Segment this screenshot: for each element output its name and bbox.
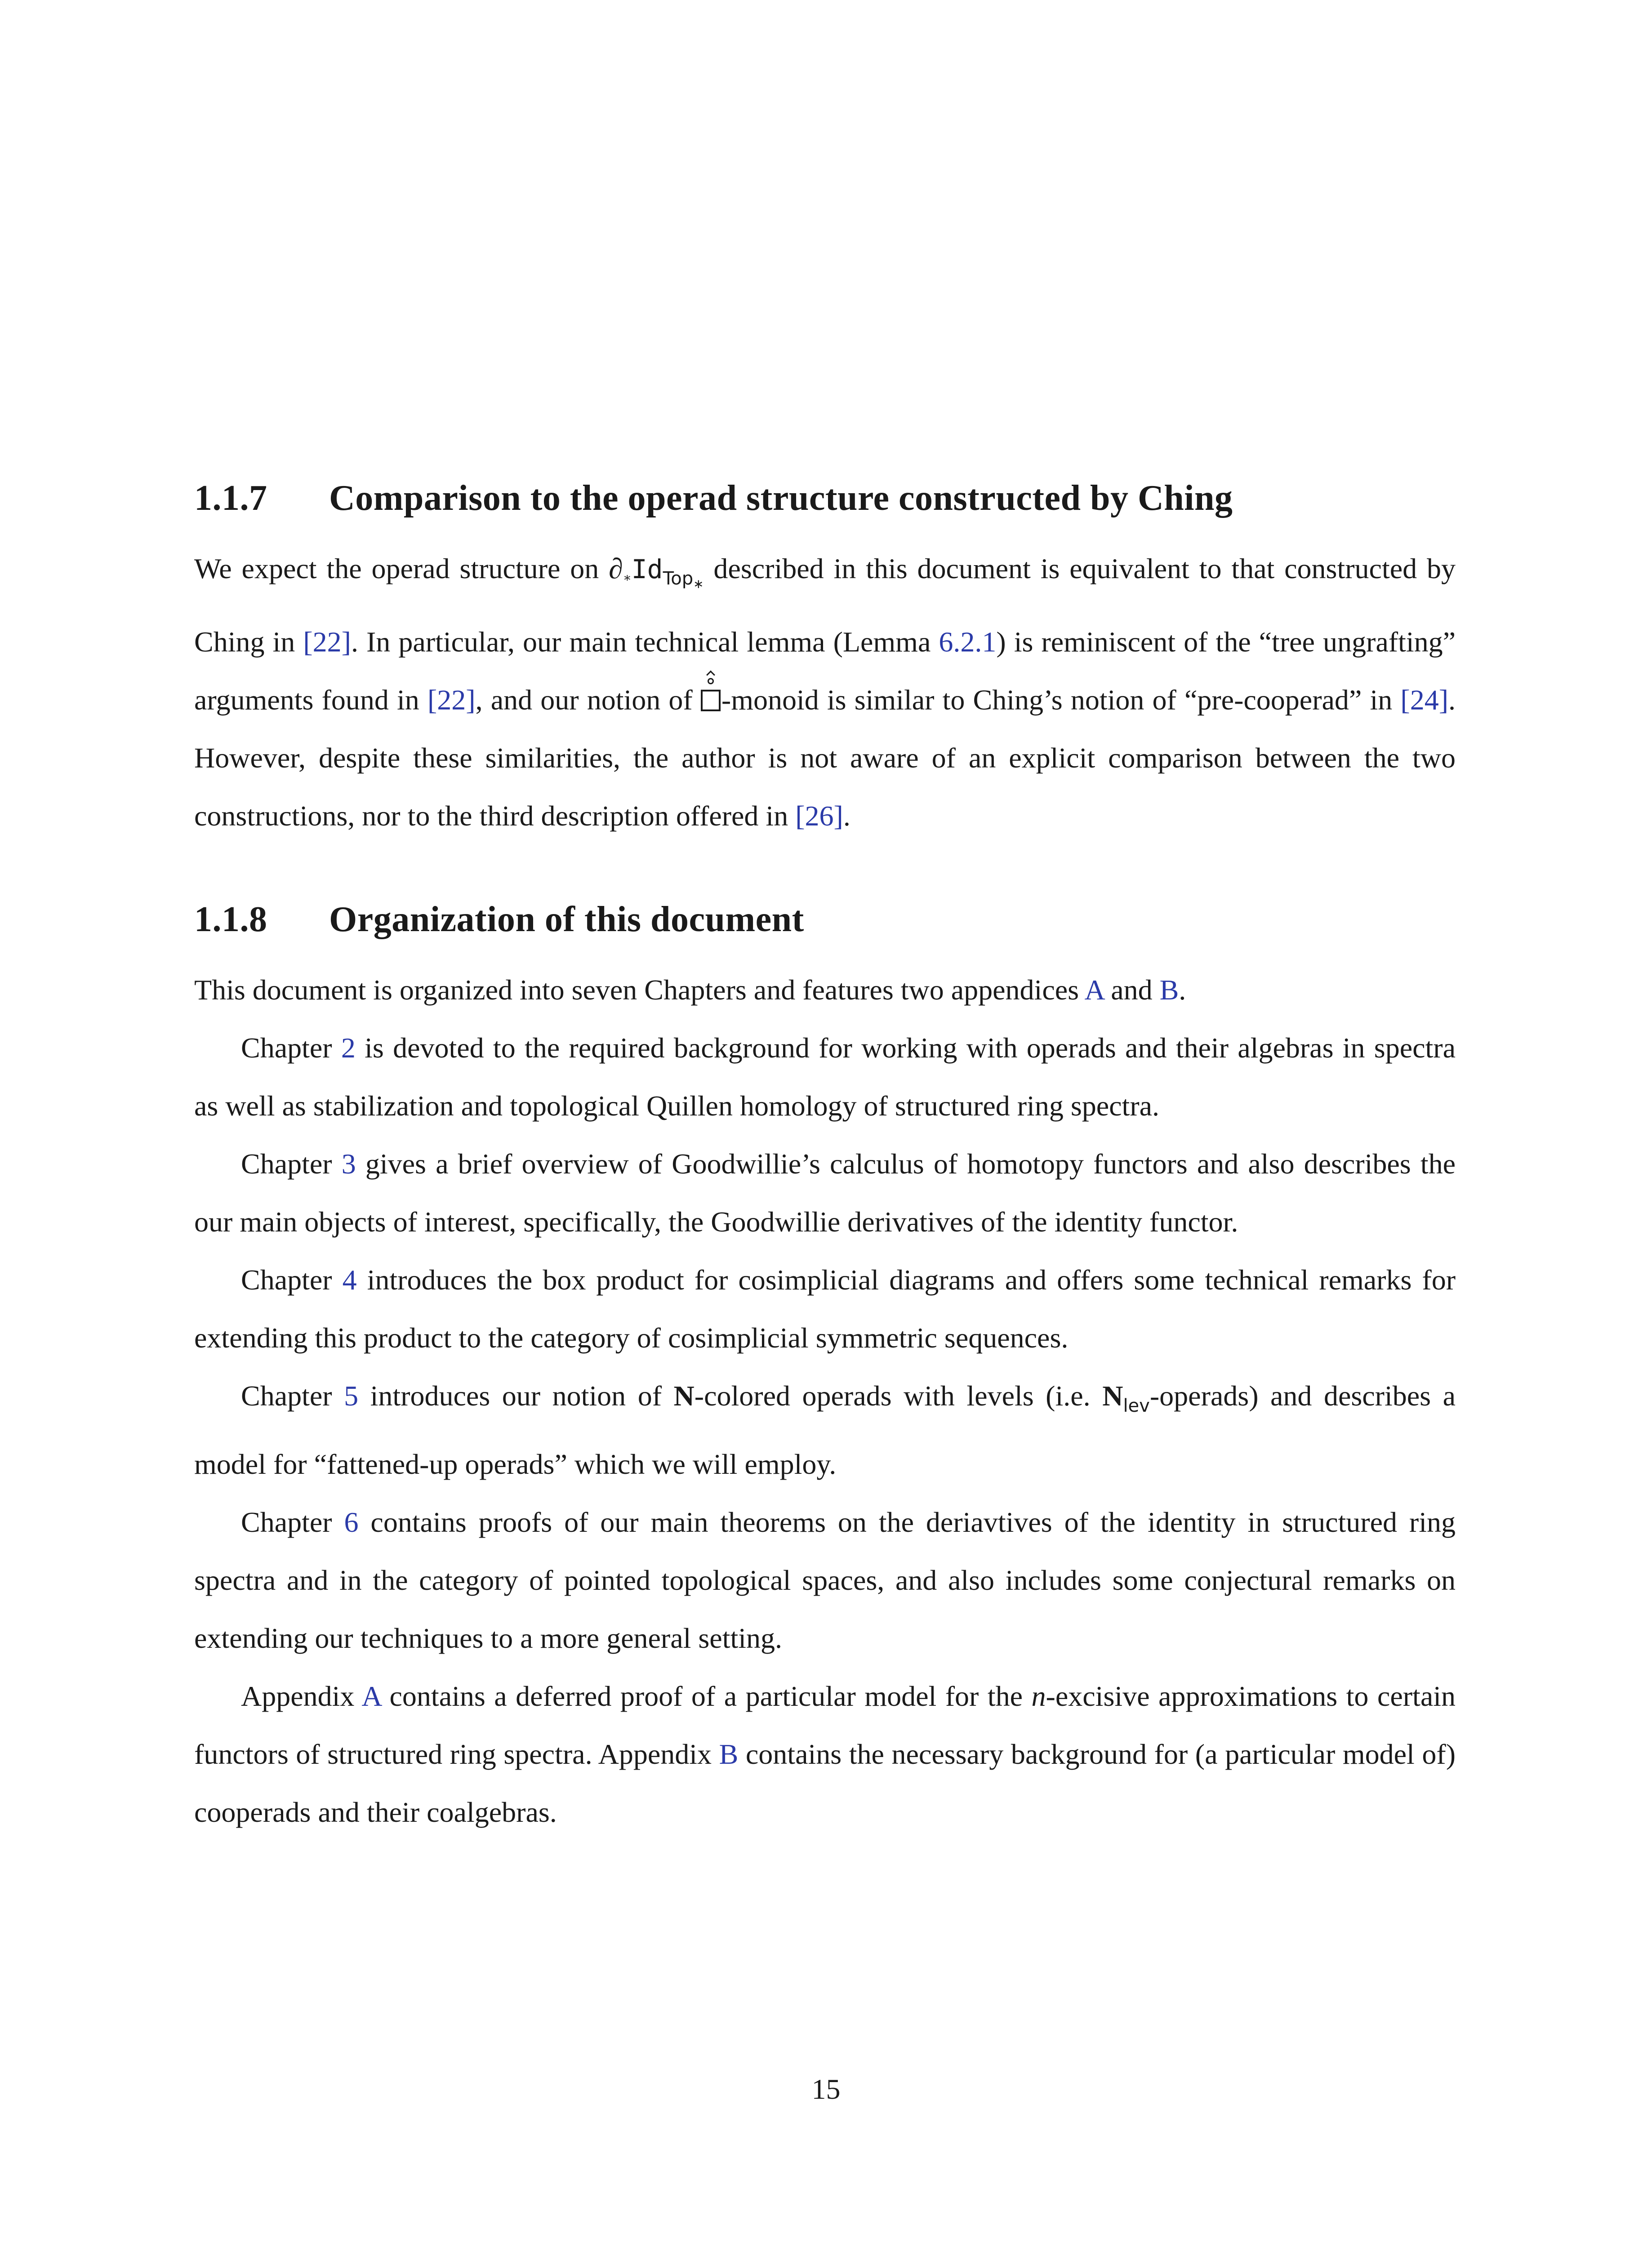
text-run: -excisive approximations to certain functors of structured ring spectra. Appendix (194, 1680, 1456, 1770)
text-run: contains a deferred proof of a particular model for the (381, 1680, 1032, 1712)
section-number: 1.1.8 (194, 900, 267, 939)
appendix-link-a[interactable]: A (1084, 974, 1104, 1006)
text-run: Chapter (241, 1380, 344, 1412)
paragraph-chapter-6 (194, 1493, 1456, 1667)
text-run: contains proofs of our main theorems on the deriavtives of the identity in structured ring spectra and in the category of pointed topological spaces, and also includes some conjectural remarks on extending our techniques to a more general setting. (194, 1506, 1456, 1654)
chapter-link-3[interactable]: 3 (341, 1148, 356, 1180)
paragraph-chapter-4 (194, 1251, 1456, 1367)
text-run: Chapter (241, 1264, 343, 1296)
text-run: This document is organized into seven Chapters and features two appendices (194, 974, 1085, 1006)
ring-mark (708, 678, 714, 684)
page-number: 15 (811, 2073, 841, 2105)
lev-subscript: lev (1123, 1396, 1150, 1416)
citation-link-22[interactable]: [22] (427, 684, 476, 716)
paragraph-ching-comparison (194, 540, 1456, 845)
paragraph-chapter-2 (194, 1019, 1456, 1135)
paragraph-chapter-5 (194, 1367, 1456, 1493)
page-body (194, 477, 1456, 1841)
text-run: . (1179, 974, 1186, 1006)
text-run: ) is reminiscent of the “tree ungrafting” arguments found in (194, 626, 1456, 716)
section-number: 1.1.7 (194, 478, 267, 518)
appendix-link-a[interactable]: A (361, 1680, 381, 1712)
chapter-link-6[interactable]: 6 (344, 1506, 359, 1538)
paragraph-chapter-3 (194, 1135, 1456, 1251)
top-subscript-star: ∗ (693, 576, 704, 591)
text-run: -monoid is similar to Ching’s notion of “pre-cooperad” in (721, 684, 1401, 716)
text-run: introduces the box product for cosimplicial diagrams and offers some technical remarks for extending this product to the category of cosimplicial symmetric sequences. (194, 1264, 1456, 1354)
text-run: described in this document is equivalent to that constructed by Ching in (194, 553, 1456, 658)
text-run: We expect the operad structure on (194, 553, 609, 584)
text-run: Chapter (241, 1032, 341, 1064)
text-run: Chapter (241, 1148, 342, 1180)
text-run: . However, despite these similarities, the author is not aware of an explicit comparison between the two constructions, nor to the third description offered in (194, 684, 1456, 832)
text-run: . In particular, our main technical lemma (Lemma (351, 626, 939, 658)
text-run: -operads) and describes a model for “fattened-up operads” which we will employ. (194, 1380, 1456, 1480)
text-run: is devoted to the required background for working with operads and their algebras in spectra as well as stabilization and topological Quillen homology of structured ring spectra. (194, 1032, 1456, 1122)
citation-link-24[interactable]: [24] (1400, 684, 1449, 716)
partial-symbol: ∂ (609, 553, 623, 584)
text-run: gives a brief overview of Goodwillie’s calculus of homotopy functors and also describes the our main objects of interest, specifically, the Goodwillie derivatives of the identity functor. (194, 1148, 1456, 1238)
paragraph-organization-intro (194, 961, 1456, 1019)
text-run: . (843, 800, 850, 832)
lemma-link-6-2-1[interactable]: 6.2.1 (939, 626, 997, 658)
appendix-link-b[interactable]: B (719, 1738, 739, 1770)
text-run: introduces our notion of (358, 1380, 674, 1412)
text-run: Appendix (241, 1680, 362, 1712)
text-run: Chapter (241, 1506, 344, 1538)
bold-n-symbol: N (673, 1380, 695, 1412)
chapter-link-2[interactable]: 2 (341, 1032, 356, 1064)
math-derivative-identity (609, 553, 704, 591)
text-run: and (1104, 974, 1160, 1006)
section-title: Comparison to the operad structure constructed by Ching (329, 478, 1233, 518)
text-run: contains the necessary background for (a particular model of) cooperads and their coalgebras. (194, 1738, 1456, 1828)
section-title: Organization of this document (329, 900, 804, 939)
text-run: -colored operads with levels (i.e. (694, 1380, 1103, 1412)
italic-n-symbol: n (1031, 1680, 1046, 1712)
bold-n-symbol: N (1102, 1380, 1123, 1412)
appendix-link-b[interactable]: B (1159, 974, 1179, 1006)
chapter-link-5[interactable]: 5 (344, 1380, 359, 1412)
paragraph-appendices (194, 1667, 1456, 1841)
section-heading-1-1-8 (194, 898, 1456, 941)
box-product-icon (701, 690, 721, 711)
section-heading-1-1-7 (194, 477, 1456, 520)
top-subscript (663, 568, 704, 589)
top-subscript-text: Top (663, 568, 694, 589)
citation-link-26[interactable]: [26] (795, 800, 843, 832)
chapter-link-4[interactable]: 4 (342, 1264, 357, 1296)
identity-functor-symbol: Id (631, 554, 663, 584)
citation-link-22[interactable]: [22] (303, 626, 351, 658)
text-run: , and our notion of (475, 684, 701, 716)
star-subscript: ∗ (623, 571, 632, 585)
